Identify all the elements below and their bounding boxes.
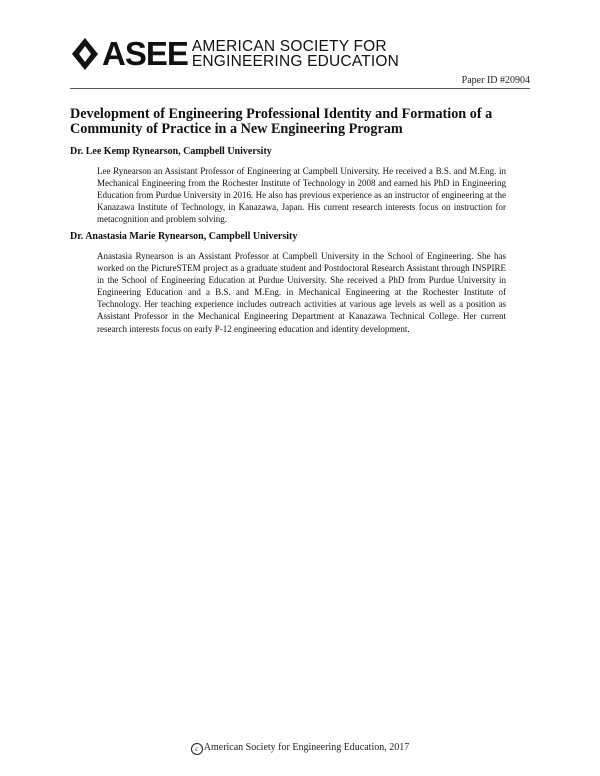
- asee-logo-icon: [70, 36, 100, 72]
- logo-wordmark: ASEE: [102, 35, 188, 72]
- logo-society-name: [192, 39, 399, 69]
- paper-title: Development of Engineering Professional Identity and Formation of a Community of Practice in a New Engineering Program: [70, 106, 493, 137]
- logo-society-line2: ENGINEERING EDUCATION: [191, 53, 400, 70]
- copyright-footer: [0, 742, 600, 755]
- header-divider: [70, 88, 530, 89]
- author-bio-1: Lee Rynearson an Assistant Professor of Engineering at Campbell University. He received a B.S. and M.Eng. in Mechanical Engineering from the Rochester Institute of Technology in 2008 and earned his PhD in Engineering Education from Purdue University in 2016. He also has previous experience as an instructor of engineering at the Kanazawa Institute of Technology, in Kanazawa, Japan. His current research interests focus on instruction for metacognition and problem solving.: [97, 166, 506, 225]
- paper-id: Paper ID #20904: [461, 75, 530, 86]
- logo-society-line1: AMERICAN SOCIETY FOR: [191, 38, 387, 55]
- author-name-2: Dr. Anastasia Marie Rynearson, Campbell University: [70, 231, 298, 242]
- author-bio-2: Anastasia Rynearson is an Assistant Professor at Campbell University in the School of Engineering. She has worked on the PictureSTEM project as a graduate student and Postdoctoral Research Assistant through INSPIRE in the School of Engineering Education at Purdue University. She received a PhD from Purdue University in Engineering Education and a B.S. and M.Eng. in Mechanical Engineering at the Rochester Institute of Technology. Her teaching experience includes outreach activities at various age levels as well as a position as Assistant Professor in the Mechanical Engineering Department at Kanazawa Technical College. Her current research interests focus on early P-12 engineering education and identity development.: [97, 251, 506, 334]
- copyright-text: American Society for Engineering Education, 2017: [203, 742, 410, 753]
- copyright-icon: c: [191, 743, 203, 755]
- asee-logo: [70, 36, 399, 72]
- author-name-1: Dr. Lee Kemp Rynearson, Campbell University: [70, 146, 272, 157]
